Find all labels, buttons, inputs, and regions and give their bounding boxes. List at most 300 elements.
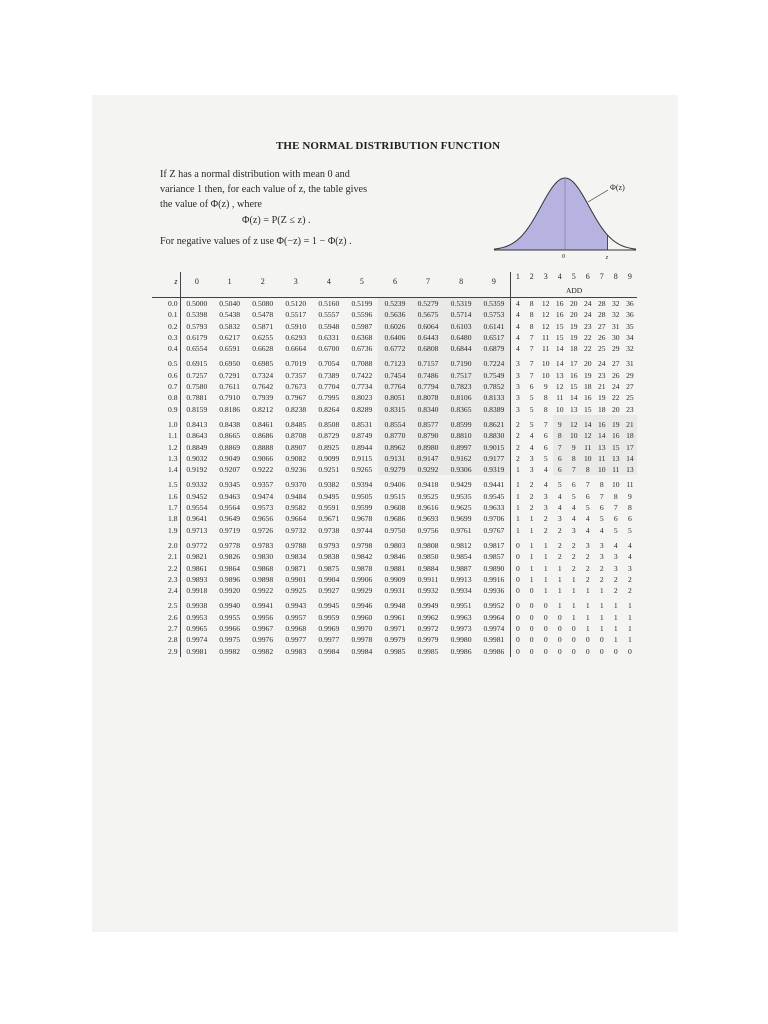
add-value-cell: 19 — [597, 393, 606, 403]
add-value-cell: 1 — [628, 601, 632, 611]
add-value-cell: 5 — [628, 525, 632, 535]
add-value-cell: 1 — [571, 586, 576, 596]
phi-value-cell: 0.7580 — [180, 381, 213, 392]
table-row — [152, 298, 637, 310]
phi-value-cell: 0.6443 — [411, 332, 444, 343]
phi-value-cell: 0.9713 — [180, 525, 213, 536]
negative-values-note: For negative values of z use Φ(−z) = 1 − Φ(z) . — [160, 236, 352, 247]
phi-value-cell: 0.9941 — [252, 601, 274, 611]
add-value-cell: 9 — [628, 491, 632, 501]
add-value-cell: 2 — [557, 552, 562, 562]
z-value: 0.8 — [168, 393, 178, 403]
add-col-header: 3 — [543, 272, 548, 281]
phi-value-cell: 0.9969 — [318, 624, 340, 634]
phi-value-cell: 0.9963 — [450, 612, 472, 622]
z-value: 0.7 — [168, 382, 178, 392]
add-value-cell: 7 — [613, 503, 618, 513]
phi-value-cell: 0.9976 — [252, 635, 274, 645]
phi-value-cell: 0.9706 — [483, 514, 505, 524]
add-value-cell: 4 — [599, 525, 604, 535]
phi-value-cell: 0.9957 — [285, 612, 307, 622]
intro-line-3: the value of Φ(z) , where — [160, 199, 262, 210]
phi-value-cell: 0.6179 — [180, 332, 213, 343]
phi-value-cell: 0.9817 — [483, 540, 505, 550]
add-value-cell: 17 — [623, 442, 637, 453]
phi-value-cell: 0.9967 — [252, 624, 274, 634]
add-value-cell: 0 — [628, 646, 632, 656]
add-value-cell: 24 — [583, 310, 592, 320]
add-value-cell: 5 — [529, 419, 534, 429]
phi-value-cell: 0.9370 — [285, 480, 307, 490]
phi-value-cell: 0.9515 — [384, 491, 406, 501]
add-value-cell: 11 — [626, 480, 634, 490]
phi-value-cell: 0.9965 — [180, 623, 213, 634]
phi-value-cell: 0.5793 — [180, 321, 213, 332]
phi-value-cell: 0.9978 — [351, 635, 373, 645]
add-value-cell: 18 — [597, 404, 606, 414]
phi-pointer — [588, 190, 608, 202]
z-value: 2.6 — [168, 612, 178, 622]
phi-value-cell: 0.7454 — [378, 370, 411, 381]
col-header: 4 — [326, 277, 331, 286]
col-header: 7 — [426, 277, 431, 286]
phi-value-cell: 0.9649 — [219, 514, 241, 524]
add-value-cell: 3 — [511, 381, 525, 392]
add-value-cell: 1 — [599, 612, 604, 622]
phi-value-cell: 0.9664 — [285, 514, 307, 524]
phi-value-cell: 0.9881 — [384, 563, 406, 573]
table-row — [152, 551, 637, 562]
phi-value-cell: 0.9778 — [219, 540, 241, 550]
phi-value-cell: 0.9591 — [318, 503, 340, 513]
phi-value-cell: 0.9834 — [285, 552, 307, 562]
table-row — [152, 354, 637, 369]
phi-value-cell: 0.6772 — [378, 343, 411, 354]
add-value-cell: 36 — [626, 310, 634, 320]
phi-value-cell: 0.9463 — [219, 491, 241, 501]
add-value-cell: 2 — [511, 442, 525, 453]
z-value: 0.0 — [168, 299, 178, 308]
phi-value-cell: 0.8078 — [411, 392, 444, 403]
phi-value-cell: 0.9868 — [252, 563, 274, 573]
add-value-cell: 2 — [543, 525, 548, 535]
add-value-cell: 0 — [529, 612, 534, 622]
add-value-cell: 3 — [585, 540, 590, 550]
add-col-header: 4 — [557, 272, 562, 281]
table-row — [152, 623, 637, 634]
phi-value-cell: 0.5199 — [351, 299, 373, 308]
phi-value-cell: 0.9332 — [180, 475, 213, 490]
table-row — [152, 563, 637, 574]
table-row — [152, 464, 637, 475]
phi-value-cell: 0.9738 — [318, 525, 340, 535]
table-row — [152, 596, 637, 611]
add-value-cell: 26 — [597, 332, 606, 342]
phi-value-cell: 0.9394 — [351, 480, 373, 490]
add-value-cell: 7 — [529, 344, 534, 354]
phi-value-cell: 0.9406 — [384, 480, 406, 490]
phi-value-cell: 0.9357 — [252, 480, 274, 490]
add-value-cell: 32 — [611, 310, 620, 320]
phi-value-cell: 0.9927 — [318, 586, 340, 596]
phi-value-cell: 0.9890 — [483, 563, 505, 573]
phi-value-cell: 0.9082 — [285, 453, 307, 463]
add-value-cell: 19 — [609, 415, 623, 430]
add-value-cell: 2 — [571, 540, 576, 550]
phi-value-cell: 0.9382 — [318, 480, 340, 490]
phi-value-cell: 0.7123 — [378, 354, 411, 369]
phi-value-cell: 0.8413 — [180, 415, 213, 430]
add-value-cell: 5 — [543, 453, 548, 463]
phi-value-cell: 0.9671 — [318, 514, 340, 524]
add-value-cell: 1 — [543, 552, 548, 562]
add-value-cell: 10 — [595, 464, 609, 475]
phi-value-cell: 0.9936 — [483, 586, 505, 596]
z-value: 0.5 — [168, 359, 178, 369]
normal-curve-figure — [490, 168, 640, 260]
add-value-cell: 12 — [567, 415, 581, 430]
phi-value-cell: 0.9049 — [219, 453, 241, 463]
phi-value-cell: 0.9850 — [417, 552, 439, 562]
col-header: 3 — [293, 277, 298, 286]
add-value-cell: 11 — [556, 393, 564, 403]
table-row — [152, 513, 637, 524]
add-value-cell: 0 — [511, 585, 525, 596]
phi-value-cell: 0.5120 — [285, 299, 307, 308]
add-value-cell: 0 — [571, 624, 576, 634]
phi-value-cell: 0.6255 — [252, 332, 274, 342]
add-value-cell: 4 — [571, 514, 576, 524]
phi-value-cell: 0.6950 — [219, 359, 241, 369]
add-value-cell: 2 — [529, 503, 534, 513]
add-value-cell: 8 — [553, 430, 567, 441]
add-value-cell: 1 — [599, 624, 604, 634]
add-value-cell: 8 — [529, 299, 534, 308]
z-header: z — [174, 277, 178, 286]
add-value-cell: 15 — [569, 382, 578, 392]
phi-value-cell: 0.9985 — [417, 646, 439, 656]
z-value: 1.6 — [168, 491, 178, 501]
phi-value-cell: 0.9977 — [318, 635, 340, 645]
add-value-cell: 1 — [529, 540, 534, 550]
phi-value-cell: 0.9920 — [219, 586, 241, 596]
phi-value-cell: 0.9345 — [219, 480, 241, 490]
add-value-cell: 4 — [628, 552, 632, 562]
add-value-cell: 32 — [626, 344, 634, 354]
add-value-cell: 7 — [543, 419, 548, 429]
add-value-cell: 16 — [583, 393, 592, 403]
phi-value-cell: 0.9940 — [219, 601, 241, 611]
z-value: 2.3 — [168, 574, 178, 584]
add-value-cell: 7 — [529, 370, 534, 380]
add-value-cell: 0 — [511, 646, 525, 657]
add-value-cell: 5 — [571, 491, 576, 501]
add-value-cell: 16 — [555, 299, 564, 308]
add-col-header: 7 — [599, 272, 604, 281]
add-value-cell: 4 — [585, 525, 590, 535]
add-value-cell: 8 — [567, 453, 581, 464]
phi-value-cell: 0.9953 — [180, 612, 213, 623]
phi-value-cell: 0.6700 — [318, 344, 340, 354]
phi-value-cell: 0.9918 — [180, 585, 213, 596]
phi-value-cell: 0.5948 — [318, 321, 340, 331]
phi-value-cell: 0.9798 — [351, 540, 373, 550]
add-value-cell: 14 — [569, 393, 578, 403]
add-value-cell: 7 — [553, 442, 567, 453]
phi-value-cell: 0.9952 — [483, 601, 505, 611]
add-value-cell: 0 — [571, 646, 576, 656]
add-value-cell: 3 — [529, 453, 534, 463]
add-value-cell: 0 — [529, 624, 534, 634]
z-value: 1.5 — [168, 480, 178, 490]
phi-value-cell: 0.9788 — [285, 540, 307, 550]
phi-value-cell: 0.8790 — [411, 430, 444, 441]
add-value-cell: 15 — [555, 321, 564, 331]
phi-value-cell: 0.9803 — [384, 540, 406, 550]
phi-value-cell: 0.8962 — [378, 442, 411, 453]
phi-value-cell: 0.5596 — [351, 310, 373, 320]
add-value-cell: 4 — [511, 321, 525, 332]
phi-value-cell: 0.8461 — [252, 419, 274, 429]
phi-value-cell: 0.9864 — [219, 563, 241, 573]
phi-value-cell: 0.9898 — [252, 574, 274, 584]
phi-value-cell: 0.5910 — [285, 321, 307, 331]
phi-value-cell: 0.9977 — [285, 635, 307, 645]
z-value: 1.9 — [168, 525, 178, 535]
add-value-cell: 15 — [555, 332, 564, 342]
phi-value-cell: 0.5000 — [180, 298, 213, 310]
add-value-cell: 0 — [529, 586, 534, 596]
phi-value-cell: 0.9911 — [417, 574, 439, 584]
phi-value-cell: 0.7967 — [285, 393, 307, 403]
phi-value-cell: 0.8665 — [219, 431, 241, 441]
add-value-cell: 10 — [567, 430, 581, 441]
add-value-cell: 2 — [571, 552, 576, 562]
phi-value-cell: 0.9981 — [180, 646, 213, 657]
phi-value-cell: 0.9854 — [450, 552, 472, 562]
phi-value-cell: 0.6064 — [411, 321, 444, 332]
add-value-cell: 4 — [543, 465, 548, 475]
add-value-cell: 1 — [571, 601, 576, 611]
add-value-cell: 1 — [529, 552, 534, 562]
add-value-cell: 34 — [626, 332, 634, 342]
phi-value-cell: 0.9946 — [351, 601, 373, 611]
add-value-cell: 1 — [613, 624, 618, 634]
add-value-cell: 15 — [583, 404, 592, 414]
phi-value-cell: 0.9970 — [351, 624, 373, 634]
phi-value-cell: 0.7704 — [318, 382, 340, 392]
add-value-cell: 15 — [609, 442, 623, 453]
phi-value-cell: 0.6985 — [252, 359, 274, 369]
add-value-cell: 18 — [569, 344, 578, 354]
add-value-cell: 0 — [557, 646, 562, 656]
table-row — [152, 392, 637, 403]
phi-value-cell: 0.8159 — [180, 404, 213, 415]
add-value-cell: 3 — [599, 540, 604, 550]
add-value-cell: 1 — [543, 563, 548, 573]
add-value-cell: 3 — [511, 404, 525, 415]
add-value-cell: 31 — [611, 321, 620, 331]
phi-value-cell: 0.9177 — [478, 453, 511, 464]
add-value-cell: 36 — [626, 299, 634, 308]
phi-value-cell: 0.8212 — [252, 404, 274, 414]
add-col-header: 8 — [613, 272, 618, 281]
add-value-cell: 16 — [569, 370, 578, 380]
add-value-cell: 6 — [553, 453, 567, 464]
phi-value-cell: 0.8186 — [219, 404, 241, 414]
add-value-cell: 1 — [585, 624, 590, 634]
phi-value-cell: 0.9726 — [252, 525, 274, 535]
phi-value-cell: 0.8365 — [445, 404, 478, 415]
add-value-cell: 10 — [611, 480, 620, 490]
add-value-cell: 0 — [543, 635, 548, 645]
add-value-cell: 0 — [511, 623, 525, 634]
phi-value-cell: 0.9826 — [219, 552, 241, 562]
phi-value-cell: 0.9767 — [483, 525, 505, 535]
add-value-cell: 1 — [585, 586, 590, 596]
phi-value-cell: 0.9292 — [411, 464, 444, 475]
add-value-cell: 14 — [581, 415, 595, 430]
phi-value-cell: 0.9812 — [450, 540, 472, 550]
z-value: 2.9 — [168, 646, 178, 656]
phi-value-cell: 0.8944 — [351, 442, 373, 452]
z-value: 2.2 — [168, 563, 178, 573]
add-col-header: 6 — [585, 272, 590, 281]
add-value-cell: 6 — [613, 514, 618, 524]
phi-value-cell: 0.9656 — [252, 514, 274, 524]
phi-value-cell: 0.8340 — [411, 404, 444, 415]
add-value-cell: 29 — [611, 344, 620, 354]
phi-value-cell: 0.9761 — [450, 525, 472, 535]
phi-value-cell: 0.6368 — [351, 332, 373, 342]
add-value-cell: 4 — [613, 540, 618, 550]
add-value-cell: 12 — [555, 382, 564, 392]
z-value: 2.4 — [168, 586, 178, 596]
add-value-cell: 1 — [557, 601, 562, 611]
phi-value-cell: 0.9495 — [318, 491, 340, 501]
phi-value-cell: 0.9319 — [478, 464, 511, 475]
phi-value-cell: 0.8531 — [351, 419, 373, 429]
phi-value-cell: 0.9979 — [384, 635, 406, 645]
phi-value-cell: 0.5040 — [219, 299, 241, 308]
add-value-cell: 14 — [623, 453, 637, 464]
add-value-cell: 3 — [571, 525, 576, 535]
phi-value-cell: 0.9986 — [483, 646, 505, 656]
phi-value-cell: 0.8980 — [411, 442, 444, 453]
z-value: 0.1 — [168, 310, 178, 320]
add-value-cell: 4 — [628, 540, 632, 550]
phi-value-cell: 0.9842 — [351, 552, 373, 562]
add-value-cell: 2 — [557, 540, 562, 550]
table-row — [152, 370, 637, 381]
table-row — [152, 491, 637, 502]
add-value-cell: 3 — [628, 563, 632, 573]
phi-value-cell: 0.9066 — [252, 453, 274, 463]
add-value-cell: 28 — [597, 310, 606, 320]
phi-value-cell: 0.9929 — [351, 586, 373, 596]
phi-value-cell: 0.6480 — [445, 332, 478, 343]
phi-value-cell: 0.9131 — [378, 453, 411, 464]
add-value-cell: 3 — [613, 552, 618, 562]
phi-value-cell: 0.7794 — [411, 381, 444, 392]
phi-value-cell: 0.6293 — [285, 332, 307, 342]
z-value: 1.4 — [168, 465, 178, 475]
z-value: 2.0 — [168, 540, 178, 550]
phi-value-cell: 0.9545 — [483, 491, 505, 501]
add-value-cell: 2 — [585, 552, 590, 562]
phi-value-cell: 0.9015 — [478, 442, 511, 453]
phi-value-cell: 0.8485 — [285, 419, 307, 429]
add-value-cell: 8 — [613, 491, 618, 501]
phi-value-cell: 0.9732 — [285, 525, 307, 535]
add-value-cell: 6 — [628, 514, 632, 524]
add-value-cell: 1 — [613, 612, 618, 622]
add-value-cell: 1 — [511, 525, 525, 536]
phi-value-cell: 0.9756 — [417, 525, 439, 535]
add-value-cell: 1 — [613, 635, 618, 645]
phi-value-cell: 0.9505 — [351, 491, 373, 501]
phi-value-cell: 0.5319 — [445, 298, 478, 310]
phi-value-cell: 0.9633 — [483, 503, 505, 513]
phi-value-cell: 0.8907 — [285, 442, 307, 452]
add-value-cell: 3 — [529, 465, 534, 475]
add-value-cell: 3 — [511, 370, 525, 381]
phi-value-cell: 0.9750 — [384, 525, 406, 535]
phi-value-cell: 0.9772 — [180, 536, 213, 551]
phi-value-cell: 0.9279 — [378, 464, 411, 475]
add-value-cell: 0 — [511, 574, 525, 585]
add-value-cell: 20 — [611, 404, 620, 414]
phi-value-cell: 0.8599 — [445, 415, 478, 430]
phi-value-cell: 0.6664 — [285, 344, 307, 354]
phi-value-cell: 0.8749 — [351, 431, 373, 441]
phi-value-cell: 0.9573 — [252, 503, 274, 513]
add-value-cell: 23 — [626, 404, 634, 414]
phi-value-cell: 0.8315 — [378, 404, 411, 415]
phi-value-cell: 0.9875 — [318, 563, 340, 573]
phi-value-cell: 0.9968 — [285, 624, 307, 634]
phi-value-cell: 0.7324 — [252, 370, 274, 380]
phi-value-cell: 0.9985 — [384, 646, 406, 656]
phi-value-cell: 0.9973 — [450, 624, 472, 634]
add-value-cell: 13 — [569, 404, 578, 414]
phi-value-cell: 0.8925 — [318, 442, 340, 452]
phi-value-cell: 0.9608 — [384, 503, 406, 513]
add-value-cell: 22 — [583, 344, 592, 354]
phi-value-cell: 0.7764 — [378, 381, 411, 392]
phi-value-cell: 0.7517 — [445, 370, 478, 381]
add-value-cell: 11 — [595, 453, 609, 464]
phi-value-cell: 0.9983 — [285, 646, 307, 656]
add-value-cell: 4 — [557, 503, 562, 513]
add-value-cell: 12 — [541, 310, 550, 320]
add-value-cell: 5 — [585, 503, 590, 513]
add-value-cell: 1 — [543, 586, 548, 596]
add-value-cell: 8 — [543, 404, 548, 414]
add-value-cell: 0 — [613, 646, 618, 656]
add-value-cell: 27 — [611, 359, 620, 369]
phi-value-cell: 0.9934 — [450, 586, 472, 596]
phi-value-cell: 0.7224 — [478, 354, 511, 369]
phi-value-cell: 0.7549 — [478, 370, 511, 381]
phi-value-cell: 0.9441 — [483, 480, 505, 490]
add-value-cell: 20 — [569, 299, 578, 308]
phi-value-cell: 0.9945 — [318, 601, 340, 611]
phi-value-cell: 0.9554 — [180, 502, 213, 513]
add-value-cell: 8 — [599, 480, 604, 490]
phi-value-cell: 0.9904 — [318, 574, 340, 584]
add-value-cell: 22 — [583, 332, 592, 342]
